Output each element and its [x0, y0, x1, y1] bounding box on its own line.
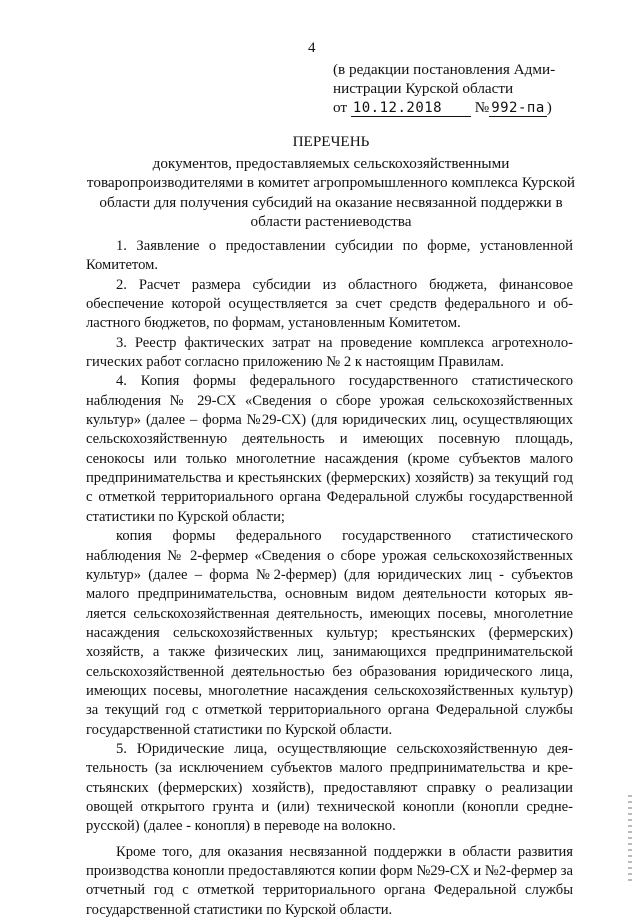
redaction-from: от [333, 99, 348, 116]
redaction-number: 992-па [491, 100, 545, 116]
paragraph-3: 3. Реестр фактических затрат на проведение комплекса агротехнологических работ согласно приложению № 2 к настоящим Правилам. [86, 334, 573, 371]
paragraph-5: 5. Юридические лица, осуществляющие сельскохозяйственную деятельность (за исключением субъектов малого предпринимательства и крестьянских (фермерских) хозяйств), предоставляют справку о реализации овощей открытого грунта и (или) технической конопли (конопли среднерусской) (далее - конопля) в переводе на волокно. [86, 740, 573, 835]
redaction-line-1: (в редакции постановления Адми- [333, 61, 556, 78]
redaction-number-sign: № [474, 99, 490, 116]
title-heading: ПЕРЕЧЕНЬ [292, 133, 370, 150]
redaction-note [333, 60, 633, 118]
document-body [86, 237, 573, 920]
redaction-date-line [333, 98, 633, 118]
scan-artifact [628, 795, 632, 885]
page-number: 4 [308, 40, 316, 56]
paragraph-4: 4. Копия формы федерального государственного статистического наблюдения № 29-СХ «Сведения о сборе урожая сельскохозяйственных культур» (далее – форма №29-СХ) (для юридических лиц, осуществляющих сельскохозяйственную деятельность и имеющих посевную площадь, сенокосы или только многолетние насаждения (кроме субъектов малого предпринимательства и крестьянских (фермерских) хозяйств) за текущий год с отметкой территориального органа Федеральной службы государственной статистики по Курской области; [86, 373, 573, 525]
paragraph-4-continued: копия формы федерального государственного статистического наблюдения № 2-фермер «Сведения о сборе урожая сельскохозяйственных культур» (далее – форма №2-фермер) (для юридических лиц - субъектов малого предпринимательства, основным видом деятельности которых является сельскохозяйственная деятельность, имеющих посевы, многолетние насаждения сельскохозяйственных культур; крестьянских (фермерских) хозяйств, а также физических лиц, занимающихся предпринимательской сельскохозяйственной деятельностью без образования юридического лица, имеющих посевы, многолетние насаждения сельскохозяйственных культур) за текущий год с отметкой территориального органа Федеральной службы государственной статистики по Курской области. [86, 528, 573, 738]
redaction-line-2: нистрации Курской области [333, 80, 514, 97]
paragraph-additional: Кроме того, для оказания несвязанной поддержки в области развития производства конопли предоставляются копии форм №29-СХ и №2-фермер за отчетный год с отметкой территориального органа Федеральной службы государственной статистики по Курской области. [86, 843, 573, 918]
paragraph-2: 2. Расчет размера субсидии из областного бюджета, финансовое обеспечение которой осуществляется за счет средств федерального и областного бюджетов, по формам, установленным Комитетом. [86, 276, 573, 332]
document-title [86, 132, 576, 232]
redaction-date: 10.12.2018 [352, 100, 443, 116]
title-subtitle: документов, предоставляемых сельскохозяйственными товаропроизводителями в комитет агропромышленного комплекса Курской области для получения субсидий на оказание несвязанной поддержки в области растениеводства [86, 154, 576, 230]
redaction-close: ) [546, 99, 552, 116]
paragraph-1: 1. Заявление о предоставлении субсидии по форме, установленной Комитетом. [86, 238, 573, 274]
